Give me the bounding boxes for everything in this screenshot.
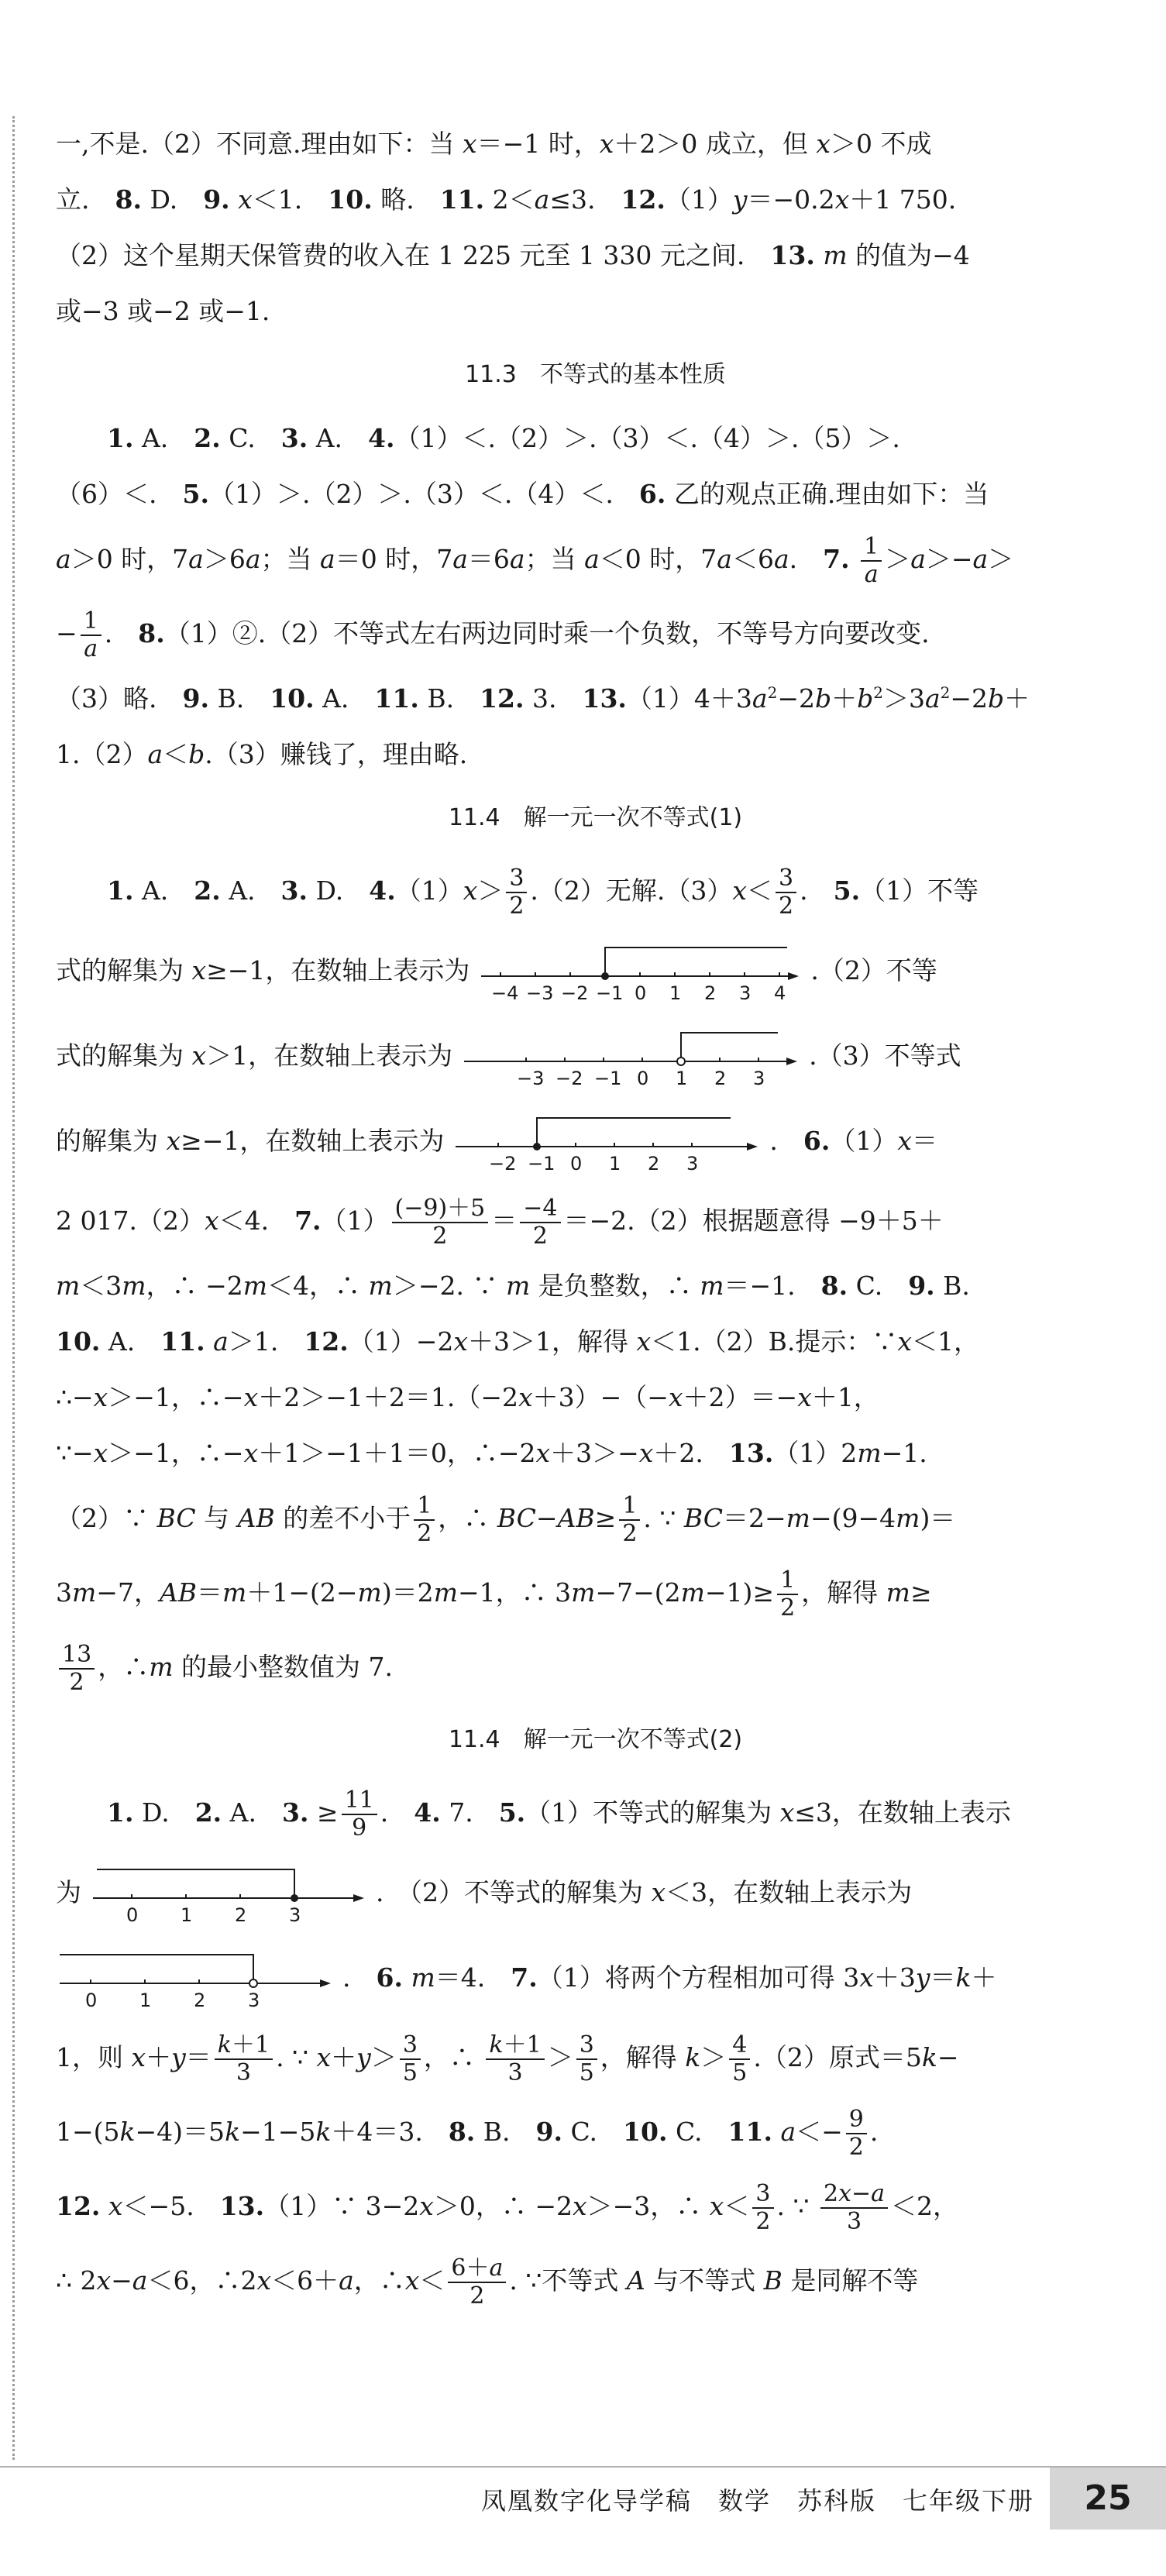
- tick-label: 1: [669, 982, 682, 1003]
- tick-label: −2: [489, 1153, 517, 1174]
- fraction: $\frac{3}{5}$: [400, 2032, 421, 2087]
- tick-label: −4: [491, 982, 519, 1003]
- tick-label: 3: [739, 982, 752, 1003]
- section-title: 11.3 不等式的基本性质: [465, 361, 726, 388]
- fraction: $\frac{k+1}{3}$: [215, 2032, 273, 2087]
- fraction: $\frac{1}{2}$: [414, 1493, 435, 1548]
- tick-label: 3: [289, 1904, 301, 1925]
- tick-label: −1: [594, 1068, 622, 1089]
- text-line: m＜3m，∴ −2m＜4，∴ m＞−2. ∵ m 是负整数，∴ m＝−1. 8. C. 9. B.: [56, 1271, 970, 1301]
- tick-label: −1: [596, 982, 624, 1003]
- text-line: 1. A. 2. A. 3. D. 4.（1）x＞ $\frac{3}{2}$ .（2）无解.（3）x＜ $\frac{3}{2}$ . 5.（1）不等: [107, 864, 979, 920]
- section-title: 11.4 解一元一次不等式(1): [448, 804, 743, 831]
- fraction: $\frac{3}{2}$: [506, 865, 527, 920]
- footer-book-title: 凤凰数字化导学稿 数学 苏科版 七年级下册: [480, 2486, 1034, 2516]
- section-title: 11.4 解一元一次不等式(2): [448, 1726, 743, 1753]
- number-line: [56, 1948, 335, 2010]
- answer-page: [56, 116, 1135, 2318]
- text-line: 1. D. 2. A. 3. ≥ $\frac{11}{9}$ . 4. 7. 5.（1）不等式的解集为 x≤3，在数轴上表示: [107, 1786, 1011, 1842]
- number-line: [477, 941, 803, 1003]
- text-line: a＞0 时，7a＞6a；当 a＝0 时，7a＝6a；当 a＜0 时，7a＜6a. 7. $\frac{1}{a}$ ＞a＞−a＞: [56, 532, 1014, 588]
- text-line: 1.（2）a＜b.（3）赚钱了，理由略.: [56, 739, 468, 769]
- text-line: 3m−7，AB＝m＋1−(2−m)＝2m−1，∴ 3m−7−(2m−1)≥ $\frac{1}{2}$ ，解得 m≥: [56, 1566, 932, 1622]
- fraction: $\frac{1}{a}$: [81, 608, 101, 663]
- fraction: $\frac{-4}{2}$: [520, 1195, 560, 1250]
- fraction: $\frac{13}{2}$: [59, 1642, 95, 1697]
- fraction: $\frac{k+1}{3}$: [486, 2032, 544, 2087]
- tick-label: 2: [714, 1068, 727, 1089]
- tick-label: 0: [637, 1068, 649, 1089]
- number-line: [452, 1112, 762, 1174]
- tick-label: −2: [561, 982, 589, 1003]
- text-line: 12. x＜−5. 13.（1）∵ 3−2x＞0，∴ −2x＞−3，∴ x＜ $\frac{3}{2}$ . ∵ $\frac{2x-a}{3}$ ＜2，: [56, 2179, 959, 2235]
- number-line: [89, 1863, 368, 1925]
- tick-label: 3: [248, 1990, 260, 2010]
- fraction: $\frac{4}{5}$: [729, 2032, 750, 2087]
- text-line: （3）略. 9. B. 10. A. 11. B. 12. 3. $13.(1)4+3a^2-2b+b^2>3a^2-2b+$: [56, 683, 1030, 714]
- text-line: 0 1 2 3 . 6. m＝4. 7.（1）将两个方程相加可得 3x＋3y＝k＋: [56, 1935, 1135, 2021]
- text-line: 1，则 x＋y＝ $\frac{k+1}{3}$ . ∵ x＋y＞ $\frac{3}{5}$ ，∴ $\frac{k+1}{3}$ ＞ $\frac{3}{5}$ ，解得 k＞ $\frac{4}{5}$ .（2）原式＝5k−: [56, 2031, 959, 2086]
- fraction: $\frac{1}{a}$: [861, 534, 882, 589]
- fraction: $\frac{1}{2}$: [777, 1567, 798, 1622]
- fraction: $\frac{3}{5}$: [576, 2032, 597, 2087]
- tick-label: 2: [235, 1904, 247, 1925]
- tick-label: 4: [774, 982, 786, 1003]
- tick-label: 0: [85, 1990, 98, 2010]
- fraction: $\frac{3}{2}$: [776, 865, 796, 920]
- fraction: $\frac{11}{9}$: [342, 1787, 377, 1842]
- tick-label: −2: [555, 1068, 583, 1089]
- text-line: 或−3 或−2 或−1.: [56, 296, 270, 326]
- text-line: ∵−x＞−1，∴−x＋1＞−1＋1＝0，∴−2x＋3＞−x＋2. 13.（1）2m−1.: [56, 1438, 927, 1468]
- page-number: 25: [1050, 2468, 1166, 2530]
- text-line: 2 017.（2）x＜4. 7.（1） $\frac{(-9)+5}{2}$ ＝ $\frac{-4}{2}$ ＝−2.（2）根据题意得 −9＋5＋: [56, 1194, 944, 1250]
- fraction: $\frac{9}{2}$: [846, 2107, 867, 2162]
- text-line: 1−(5k−4)＝5k−1−5k＋4＝3. 8. B. 9. C. 10. C. 11. a＜− $\frac{9}{2}$ .: [56, 2105, 879, 2161]
- text-line: 一,不是.（2）不同意.理由如下：当 x＝−1 时，x＋2＞0 成立，但 x＞0 不成: [56, 129, 932, 159]
- text-line: ∴ 2x−a＜6，∴2x＜6＋a，∴x＜ $\frac{6+a}{2}$ . ∵不等式 A 与不等式 B 是同解不等: [56, 2254, 919, 2309]
- fraction: $\frac{1}{2}$: [619, 1493, 640, 1548]
- number-line: [460, 1027, 801, 1089]
- text-line: ∴−x＞−1，∴−x＋2＞−1＋2＝1.（−2x＋3）−（−x＋2）＝−x＋1，: [56, 1382, 879, 1412]
- fraction: $\frac{3}{2}$: [752, 2181, 773, 2236]
- tick-label: 0: [570, 1153, 583, 1174]
- tick-label: −3: [517, 1068, 545, 1089]
- tick-label: −3: [526, 982, 554, 1003]
- text-line: 式的解集为 x≥−1，在数轴上表示为 −4 −3 −2 −1 0 1 2 3 4 .（2）不等: [56, 928, 1135, 1013]
- tick-label: 2: [704, 982, 717, 1003]
- tick-label: 0: [635, 982, 647, 1003]
- binding-margin-rule: [12, 116, 15, 2460]
- tick-label: −1: [528, 1153, 555, 1174]
- page-footer: [0, 2466, 1166, 2530]
- tick-label: 2: [194, 1990, 206, 2010]
- text-line: 1. A. 2. C. 3. A. 4.（1）＜.（2）＞.（3）＜.（4）＞.（5）＞.: [107, 423, 900, 453]
- tick-label: 1: [676, 1068, 688, 1089]
- tick-label: 1: [609, 1153, 621, 1174]
- fraction: $\frac{2x-a}{3}$: [820, 2181, 888, 2236]
- text-line: 的解集为 x≥−1，在数轴上表示为 −2 −1 0 1 2 3 . 6.（1）x＝: [56, 1099, 1135, 1184]
- text-line: （2）这个星期天保管费的收入在 1 225 元至 1 330 元之间. 13. m 的值为−4: [56, 240, 970, 270]
- fraction: $\frac{6+a}{2}$: [448, 2255, 506, 2310]
- text-line: 10. A. 11. a＞1. 12.（1）−2x＋3＞1，解得 x＜1.（2）B.提示：∵x＜1，: [56, 1326, 980, 1357]
- text-line: （6）＜. 5.（1）＞.（2）＞.（3）＜.（4）＜. 6. 乙的观点正确.理由如下：当: [56, 479, 989, 509]
- tick-label: 3: [753, 1068, 765, 1089]
- text-line: 立. 8. D. 9. x＜1. 10. 略. 11. 2＜a≤3. 12.（1）y＝−0.2x＋1 750.: [56, 184, 957, 215]
- text-line: $\frac{13}{2}$ ，∴m 的最小整数值为 7.: [56, 1630, 1135, 1704]
- tick-label: 3: [686, 1153, 699, 1174]
- tick-label: 1: [181, 1904, 193, 1925]
- text-line: − $\frac{1}{a}$ . 8.（1）②.（2）不等式左右两边同时乘一个负数，不等号方向要改变.: [56, 607, 930, 662]
- fraction: $\frac{(-9)+5}{2}$: [392, 1195, 489, 1250]
- tick-label: 1: [139, 1990, 152, 2010]
- text-line: 式的解集为 x＞1，在数轴上表示为 −3 −2 −1 0 1 2 3 .（3）不等式: [56, 1013, 1135, 1099]
- text-line: （2）∵ BC 与 AB 的差不小于 $\frac{1}{2}$ ，∴ BC−AB≥ $\frac{1}{2}$ . ∵ BC＝2−m−(9−4m)＝: [56, 1491, 956, 1547]
- text-line: 为 0 1 2 3 . （2）不等式的解集为 x＜3，在数轴上表示为: [56, 1850, 1135, 1935]
- tick-label: 2: [648, 1153, 660, 1174]
- tick-label: 0: [126, 1904, 139, 1925]
